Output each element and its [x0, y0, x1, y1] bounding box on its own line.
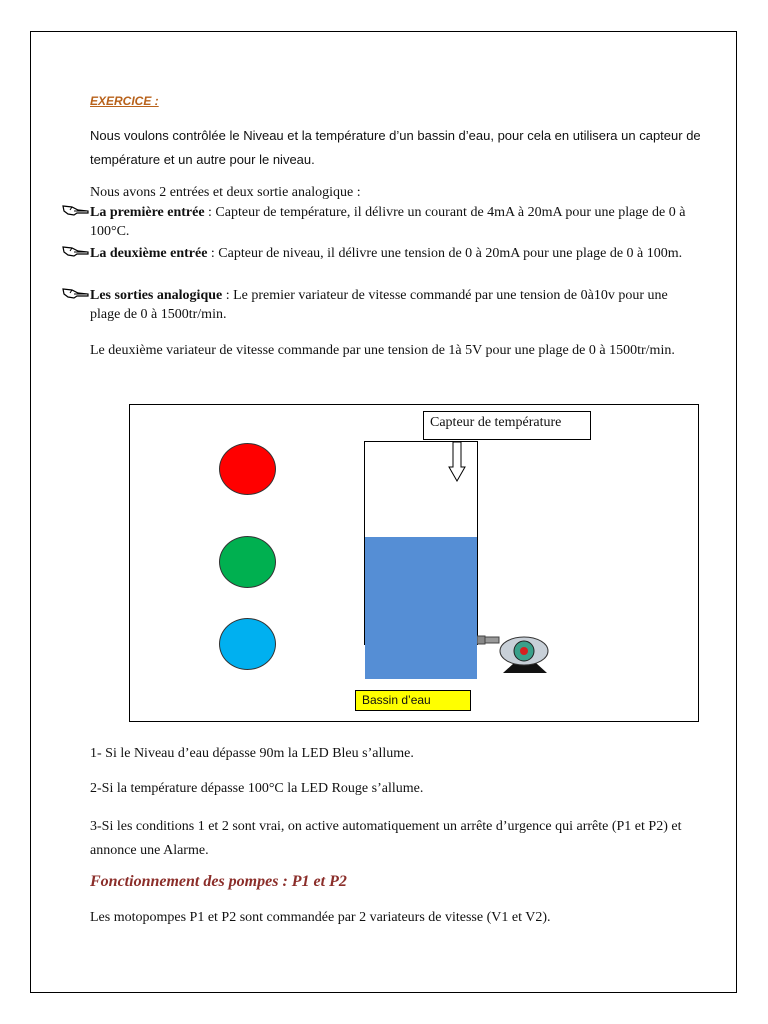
bullet-text: : Capteur de température, il délivre un courant de 4mA à 20mA pour une plage de 0 à 100°C.	[90, 205, 686, 239]
bullet-first-input	[62, 203, 692, 241]
bullet-label: La deuxième entrée	[90, 246, 208, 261]
led-green	[219, 536, 276, 588]
down-arrow-icon	[448, 441, 466, 483]
pointing-hand-icon	[62, 204, 90, 216]
bullet-text: : Le premier variateur de vitesse commandé par une tension de 0à10v pour une plage de 0 à 1500tr/min.	[90, 288, 668, 322]
led-red	[219, 443, 276, 495]
bullet-label: La première entrée	[90, 205, 205, 220]
tank-label: Bassin d’eau	[355, 690, 471, 711]
pointing-hand-icon	[62, 287, 90, 299]
second-variator-paragraph: Le deuxième variateur de vitesse commande par une tension de 1à 5V pour une plage de 0 à 1500tr/min.	[90, 343, 675, 358]
water-tank-diagram	[129, 404, 699, 722]
section-paragraph: Les motopompes P1 et P2 sont commandée par 2 variateurs de vitesse (V1 et V2).	[90, 910, 551, 925]
pointing-hand-icon	[62, 245, 90, 257]
bullet-second-input	[62, 244, 692, 263]
exercise-title: EXERCICE :	[90, 94, 159, 108]
intro-paragraph: Nous voulons contrôlée le Niveau et la température d’un bassin d’eau, pour cela en utilisera un capteur de température et un autre pour le niveau.	[90, 128, 701, 167]
temperature-sensor-label: Capteur de température	[423, 411, 591, 440]
condition-3: 3-Si les conditions 1 et 2 sont vrai, on active automatiquement un arrête d’urgence qui arrête (P1 et P2) et annonce une Alarme.	[90, 819, 682, 858]
pump-icon	[477, 629, 563, 675]
section-title: Fonctionnement des pompes : P1 et P2	[90, 873, 347, 890]
bullet-label: Les sorties analogique	[90, 288, 223, 303]
condition-1: 1- Si le Niveau d’eau dépasse 90m la LED Bleu s’allume.	[90, 746, 414, 761]
bullet-analog-outputs	[62, 286, 692, 324]
condition-2: 2-Si la température dépasse 100°C la LED Rouge s’allume.	[90, 781, 424, 796]
led-blue	[219, 618, 276, 670]
inputs-intro: Nous avons 2 entrées et deux sortie analogique :	[90, 185, 361, 200]
bullet-text: : Capteur de niveau, il délivre une tension de 0 à 20mA pour une plage de 0 à 100m.	[207, 246, 683, 261]
